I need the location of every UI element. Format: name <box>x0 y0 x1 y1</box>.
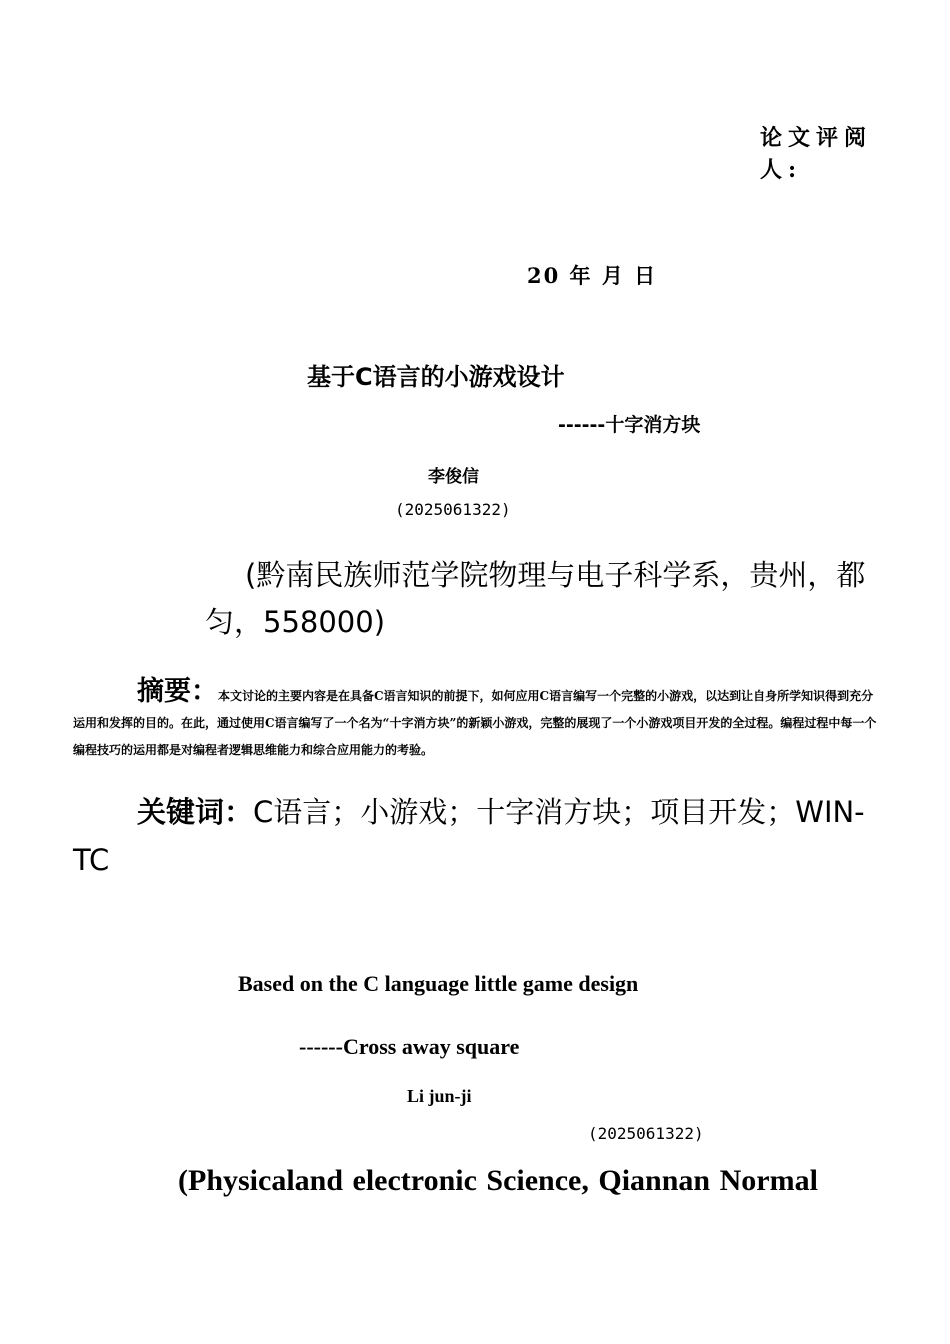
keywords-text: C语言；小游戏；十字消方块；项目开发；WIN-TC <box>73 795 865 877</box>
reviewer-field <box>760 122 872 186</box>
chinese-title: 基于C语言的小游戏设计 <box>307 363 565 391</box>
english-author: Li jun-ji <box>407 1086 472 1106</box>
chinese-student-id: (2025061322) <box>395 500 511 519</box>
english-title: Based on the C language little game design <box>238 971 639 996</box>
reviewer-label-line2: 人: <box>760 157 803 183</box>
chinese-subtitle: ------十字消方块 <box>558 414 701 436</box>
abstract-text: 本文讨论的主要内容是在具备C语言知识的前提下，如何应用C语言编写一个完整的小游戏，以达到让自身所学知识得到充分运用和发挥的目的。在此，通过使用C语言编写了一个名为“十字消方块”的新颖小游戏，完整的展现了一个小游戏项目开发的全过程。编程过程中每一个编程技巧的运用都是对编程者逻辑思维能力和综合应用能力的考验。 <box>73 689 877 757</box>
english-affiliation: (Physicaland electronic Science, Qiannan Normal <box>178 1164 818 1197</box>
abstract-label: 摘要： <box>137 676 218 707</box>
english-subtitle: ------Cross away square <box>299 1034 520 1059</box>
chinese-affiliation: (黔南民族师范学院物理与电子科学系，贵州，都匀，558000) <box>205 558 866 639</box>
keywords-label: 关键词： <box>137 795 254 829</box>
chinese-keywords <box>73 788 877 884</box>
english-student-id: (2025061322) <box>588 1124 704 1143</box>
reviewer-label-line1: 论文评阅 <box>760 125 873 151</box>
chinese-abstract <box>73 678 877 764</box>
date-line: 20 年 月 日 <box>527 263 658 288</box>
chinese-author: 李俊信 <box>428 467 479 487</box>
